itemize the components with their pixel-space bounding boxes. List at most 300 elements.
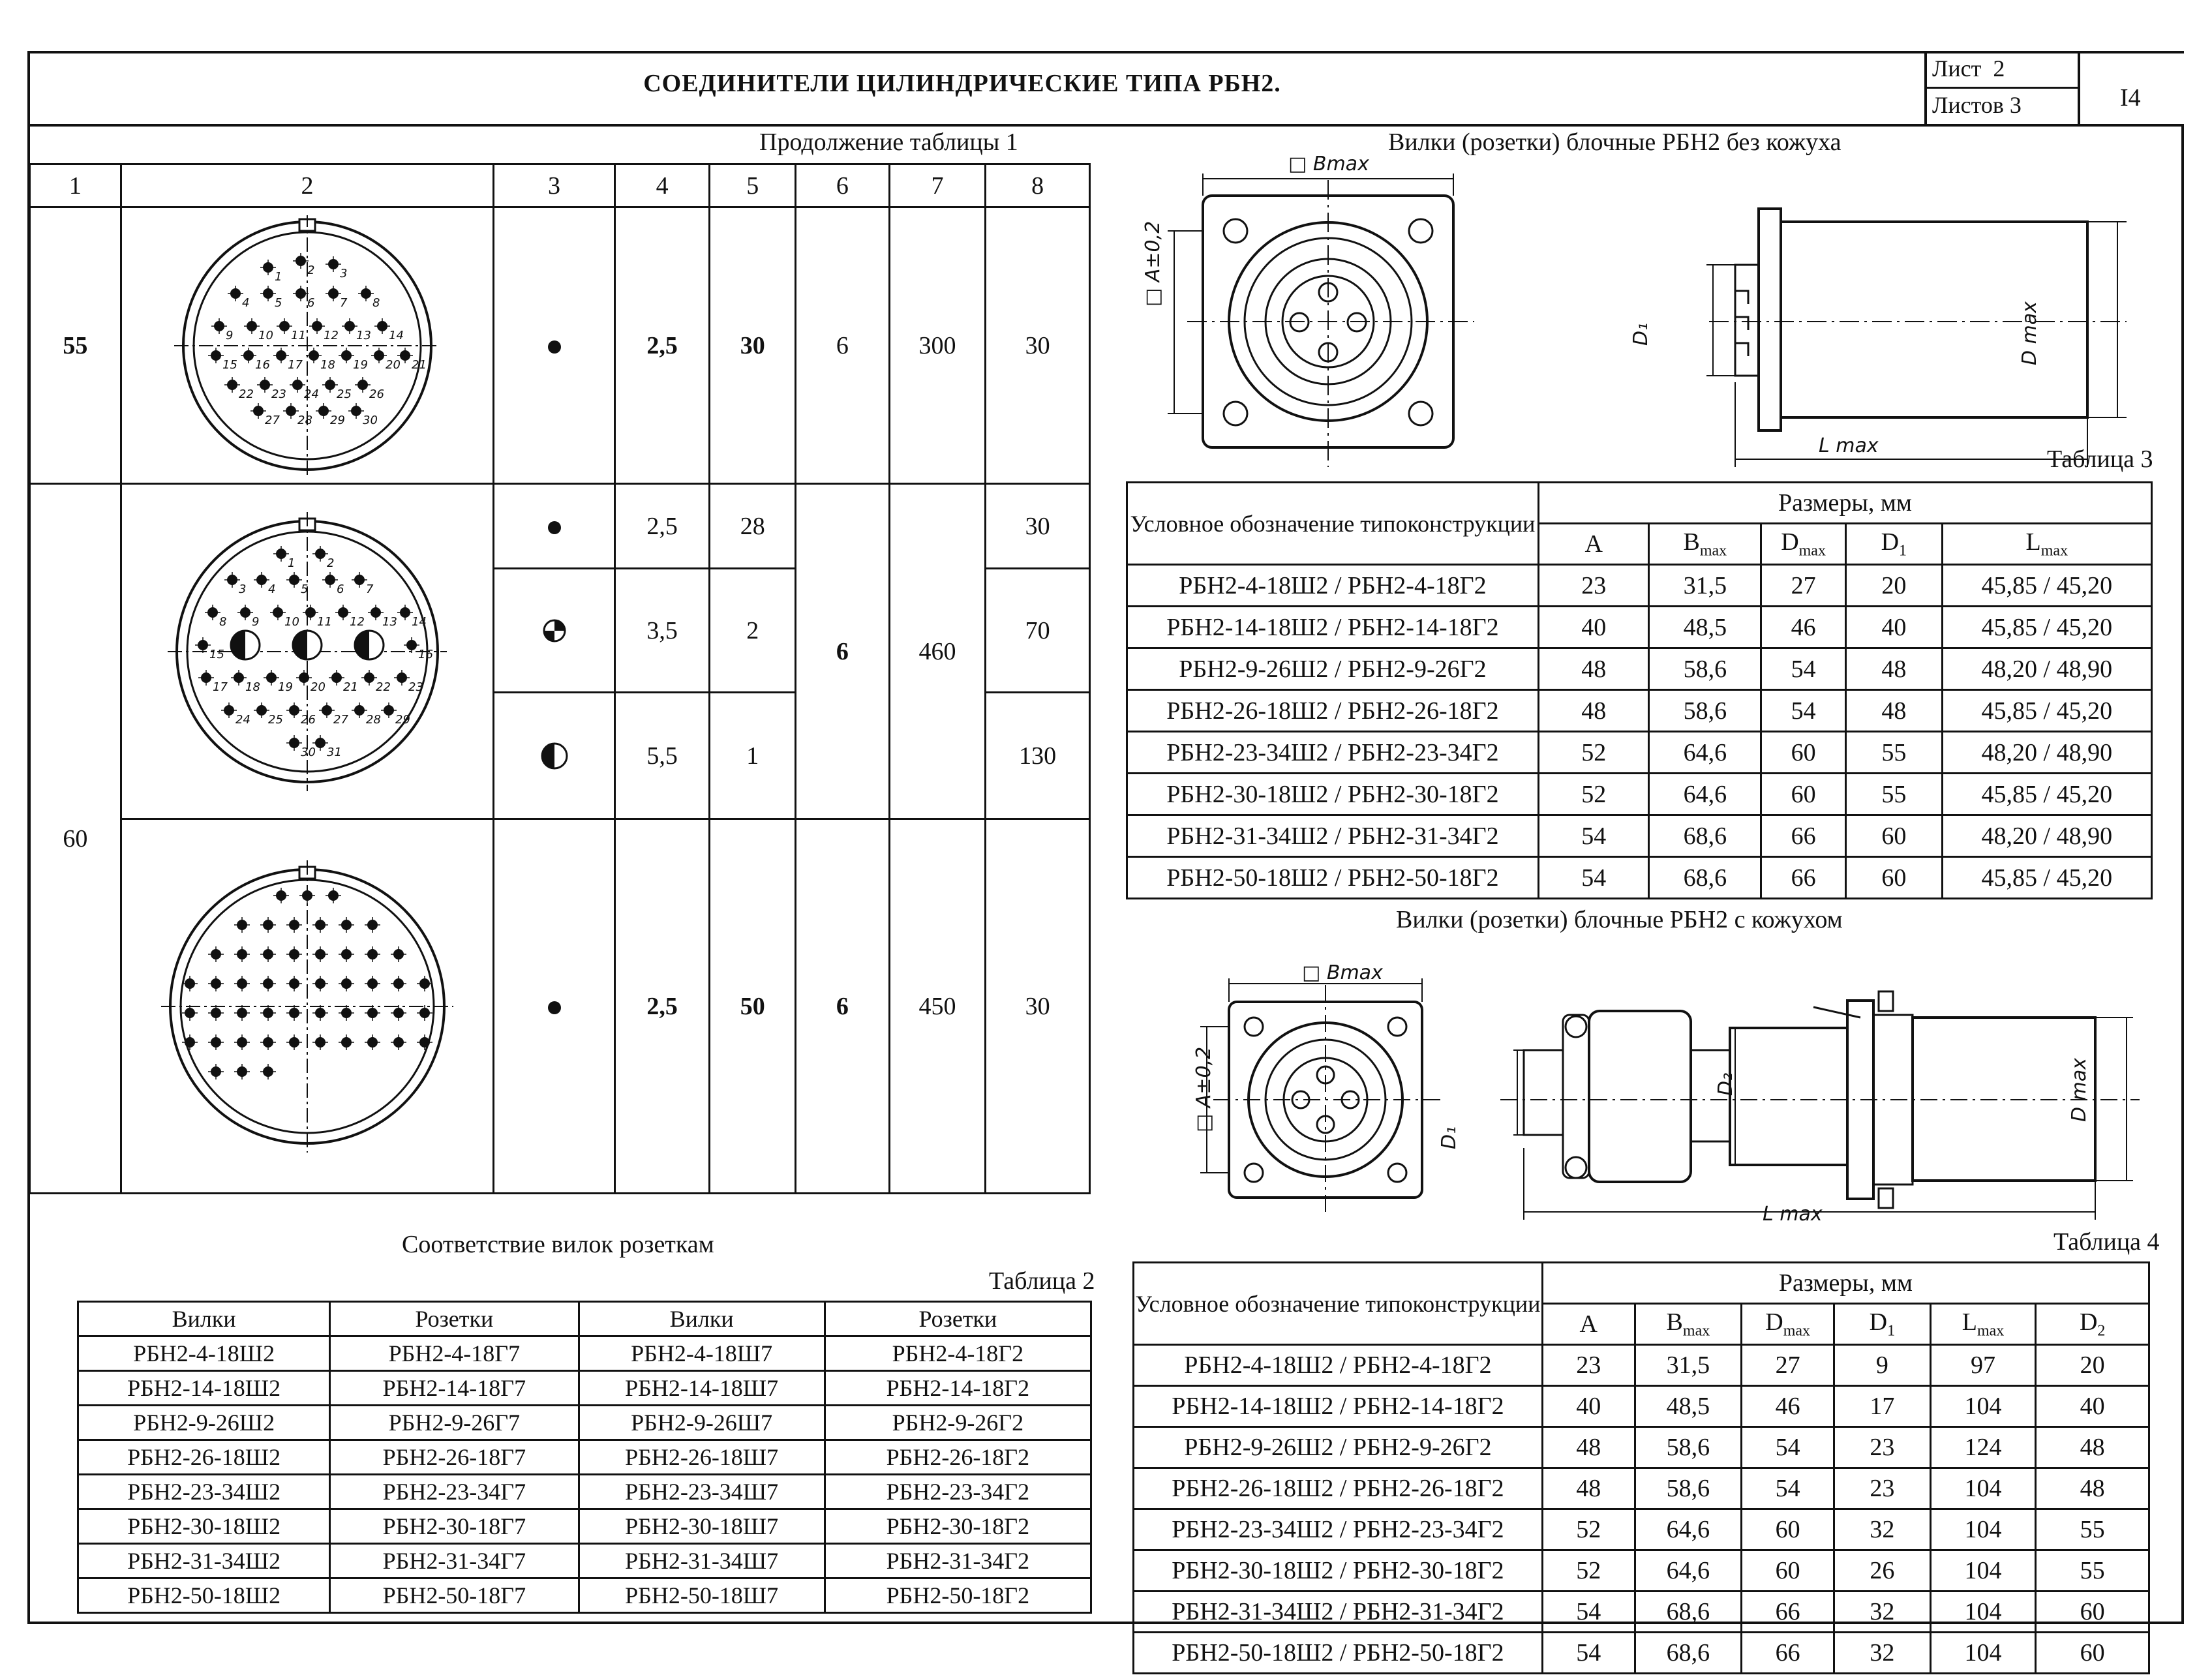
contact-number: 24 (235, 712, 250, 727)
t3-cell: 45,85 / 45,20 (1942, 607, 2151, 648)
t3-head-designation: Условное обозначение типоконструкции (1127, 483, 1539, 565)
contact-number: 30 (300, 745, 316, 759)
table-row (78, 1371, 1091, 1406)
contact-number: 1 (274, 269, 282, 284)
t4-cell: 32 (1834, 1592, 1931, 1633)
contact-symbol-quartered (541, 618, 568, 644)
contact-number: 3 (238, 582, 247, 596)
t3-col-dmax (1761, 524, 1846, 565)
t1-col-head-8: 8 (986, 164, 1090, 207)
t2-cell: РБН2-50-18Ш7 (579, 1578, 825, 1613)
t4-cell: 27 (1742, 1345, 1834, 1386)
t3-col-d-letter: D (1781, 528, 1799, 556)
t1-col-head-5: 5 (710, 164, 796, 207)
t2-cell: РБН2-31-34Ш2 (78, 1544, 330, 1578)
t2-body (78, 1336, 1091, 1613)
t3-col-b-sub: max (1699, 542, 1727, 560)
t4-cell: РБН2-14-18Ш2 / РБН2-14-18Г2 (1134, 1386, 1543, 1427)
t4-cell: 26 (1834, 1550, 1931, 1592)
t3-cell: 48 (1845, 648, 1942, 690)
fig2-dim-bmax: □ Bmax (1302, 961, 1383, 984)
t4-col-l-letter: L (1962, 1308, 1977, 1336)
contact-number: 10 (258, 328, 273, 342)
t4-col-d-letter: D (1765, 1308, 1783, 1336)
t2-cell: РБН2-50-18Г2 (825, 1578, 1091, 1613)
table-row (1127, 732, 2152, 774)
t3-cell: 54 (1538, 815, 1649, 857)
table4 (1132, 1261, 2150, 1674)
contact-number: 26 (300, 712, 316, 727)
frame-top-line (27, 51, 2184, 53)
t4-cell: 60 (1742, 1550, 1834, 1592)
fig1-dim-lmax: L max (1819, 434, 1879, 457)
t4-body (1134, 1345, 2149, 1674)
t3-cell: РБН2-14-18Ш2 / РБН2-14-18Г2 (1127, 607, 1539, 648)
t1-row-60-sub4 (30, 819, 1090, 1194)
t2-head-plugs-1: Вилки (78, 1302, 330, 1336)
contact-number: 4 (241, 295, 250, 310)
t4-cell: 104 (1930, 1633, 2036, 1674)
t3-cell: 58,6 (1649, 648, 1761, 690)
table-row (1127, 607, 2152, 648)
contact-number: 20 (385, 357, 401, 372)
contact-number: 2 (307, 263, 315, 277)
contact-number: 3 (339, 266, 348, 280)
t4-cell: 23 (1834, 1427, 1931, 1468)
t2-cell: РБН2-23-34Ш7 (579, 1475, 825, 1509)
sheet-number: 2 (1993, 55, 2005, 82)
t4-col-l-sub: max (1977, 1322, 2005, 1340)
contact-number: 4 (267, 582, 276, 596)
contact-number: 20 (310, 680, 326, 694)
t1-r60s2-c8: 70 (986, 569, 1090, 693)
t1-r55-diagram (121, 207, 494, 484)
header-bottom-line (27, 124, 2184, 127)
t3-cell: 55 (1845, 774, 1942, 815)
t3-body (1127, 565, 2152, 899)
t4-cell: РБН2-26-18Ш2 / РБН2-26-18Г2 (1134, 1468, 1543, 1509)
contact-number: 22 (238, 387, 254, 401)
t2-cell: РБН2-14-18Ш7 (579, 1371, 825, 1406)
t3-cell: 60 (1845, 857, 1942, 899)
contact-number: 22 (375, 680, 391, 694)
t3-cell: 60 (1761, 774, 1846, 815)
t2-cell: РБН2-30-18Г2 (825, 1509, 1091, 1544)
t3-cell: 66 (1761, 815, 1846, 857)
t3-col-lmax (1942, 524, 2151, 565)
t2-cell: РБН2-31-34Г7 (330, 1544, 579, 1578)
contact-number: 26 (369, 387, 384, 401)
contact-number: 29 (329, 413, 345, 427)
t4-cell: 64,6 (1635, 1550, 1742, 1592)
t4-cell: 60 (1742, 1509, 1834, 1550)
table-row (78, 1509, 1091, 1544)
t3-cell: 58,6 (1649, 690, 1761, 732)
t1-r60s2-c5: 2 (710, 569, 796, 693)
table-row (78, 1578, 1091, 1613)
t4-cell: 104 (1930, 1468, 2036, 1509)
t2-cell: РБН2-4-18Г2 (825, 1336, 1091, 1371)
t1-r55-c5: 30 (710, 207, 796, 484)
t4-col-b-sub: max (1682, 1322, 1710, 1340)
t1-r60-c7: 460 (889, 484, 986, 819)
t2-cell: РБН2-4-18Ш7 (579, 1336, 825, 1371)
t2-head-plugs-2: Вилки (579, 1302, 825, 1336)
table-row (1127, 774, 2152, 815)
contact-number: 24 (303, 387, 319, 401)
table2-label: Таблица 2 (989, 1267, 1095, 1295)
t2-cell: РБН2-23-34Г7 (330, 1475, 579, 1509)
t3-col-a: A (1538, 524, 1649, 565)
contact-number: 13 (382, 614, 397, 629)
contact-number: 6 (336, 582, 344, 596)
t2-cell: РБН2-4-18Ш2 (78, 1336, 330, 1371)
t3-cell: 40 (1845, 607, 1942, 648)
t4-col-d1 (1834, 1304, 1931, 1345)
t4-cell: 23 (1834, 1468, 1931, 1509)
fig1-dim-a: □ A±0,2 (1142, 220, 1164, 307)
t3-cell: РБН2-9-26Ш2 / РБН2-9-26Г2 (1127, 648, 1539, 690)
contact-number: 9 (251, 614, 260, 629)
contact-number: 5 (274, 295, 282, 310)
t1-col-head-3: 3 (494, 164, 615, 207)
t3-col-d1-letter: D (1881, 528, 1900, 556)
t4-cell: 52 (1542, 1550, 1635, 1592)
frame-right-line (2181, 124, 2184, 1624)
fig1-dim-dmax: D max (2018, 301, 2041, 365)
contact-number: 11 (290, 328, 306, 342)
t3-cell: 20 (1845, 565, 1942, 607)
t4-cell: 64,6 (1635, 1509, 1742, 1550)
contact-number: 2 (326, 556, 335, 570)
contact-number: 15 (222, 357, 237, 372)
contact-symbol-dot (548, 340, 561, 354)
t4-cell: 31,5 (1635, 1345, 1742, 1386)
table-row (1134, 1468, 2149, 1509)
t1-r60-diagram (121, 484, 494, 819)
t4-col-dmax (1742, 1304, 1834, 1345)
contact-number: 1 (287, 556, 295, 570)
t1-col-head-1: 1 (30, 164, 121, 207)
t2-cell: РБН2-9-26Ш7 (579, 1406, 825, 1440)
t3-cell: 46 (1761, 607, 1846, 648)
fig1-dim-bmax: □ Bmax (1288, 153, 1369, 175)
t4-cell: РБН2-9-26Ш2 / РБН2-9-26Г2 (1134, 1427, 1543, 1468)
t1-row-60-sub1 (30, 484, 1090, 569)
table-row (1134, 1509, 2149, 1550)
table-row (78, 1475, 1091, 1509)
contact-number: 18 (320, 357, 335, 372)
t2-cell: РБН2-30-18Ш2 (78, 1509, 330, 1544)
table-row (1134, 1550, 2149, 1592)
contact-number: 7 (365, 582, 374, 596)
t3-cell: 48 (1538, 648, 1649, 690)
t4-cell: 40 (2036, 1386, 2149, 1427)
t4-cell: 66 (1742, 1592, 1834, 1633)
contact-number: 17 (287, 357, 303, 372)
t4-cell: 54 (1542, 1592, 1635, 1633)
t3-cell: 45,85 / 45,20 (1942, 774, 2151, 815)
contact-number: 17 (212, 680, 228, 694)
t2-cell: РБН2-9-26Г2 (825, 1406, 1091, 1440)
table-row (78, 1544, 1091, 1578)
contact-number: 19 (277, 680, 293, 694)
t1-col-head-2: 2 (121, 164, 494, 207)
t3-col-b-letter: B (1683, 528, 1700, 556)
t4-cell: 58,6 (1635, 1468, 1742, 1509)
t3-cell: 68,6 (1649, 815, 1761, 857)
contact-number: 25 (267, 712, 283, 727)
t4-cell: РБН2-31-34Ш2 / РБН2-31-34Г2 (1134, 1592, 1543, 1633)
table4-label: Таблица 4 (2053, 1228, 2160, 1256)
t3-cell: РБН2-23-34Ш2 / РБН2-23-34Г2 (1127, 732, 1539, 774)
t2-cell: РБН2-23-34Ш2 (78, 1475, 330, 1509)
t4-cell: 60 (2036, 1633, 2149, 1674)
fig2-dim-a: □ A±0,2 (1192, 1046, 1215, 1132)
contact-symbol-half (539, 741, 569, 771)
t4-cell: 48 (2036, 1468, 2149, 1509)
t4-col-d2 (2036, 1304, 2149, 1345)
t4-cell: 104 (1930, 1386, 2036, 1427)
t4-col-lmax (1930, 1304, 2036, 1345)
t1-r60s3-c4: 5,5 (614, 693, 710, 819)
table1-caption: Продолжение таблицы 1 (759, 128, 1018, 156)
table-row (1127, 648, 2152, 690)
contact-number: 23 (408, 680, 423, 694)
t3-col-l-letter: L (2025, 528, 2041, 556)
t3-cell: РБН2-26-18Ш2 / РБН2-26-18Г2 (1127, 690, 1539, 732)
t4-head-sizes: Размеры, мм (1542, 1263, 2149, 1304)
t1-r55-c1: 55 (30, 207, 121, 484)
t1-r60s2-c3 (494, 569, 615, 693)
t2-cell: РБН2-50-18Г7 (330, 1578, 579, 1613)
fig2-dim-d2: D₂ (1714, 1072, 1737, 1096)
t3-col-d1 (1845, 524, 1942, 565)
t3-cell: 45,85 / 45,20 (1942, 857, 2151, 899)
t4-cell: 66 (1742, 1633, 1834, 1674)
t1-r55-c8: 30 (986, 207, 1090, 484)
fig2-drawing (1174, 952, 2179, 1226)
fig1-drawing (1148, 154, 2166, 480)
t4-cell: 40 (1542, 1386, 1635, 1427)
contact-number: 16 (254, 357, 270, 372)
t2-cell: РБН2-9-26Г7 (330, 1406, 579, 1440)
t2-cell: РБН2-14-18Г2 (825, 1371, 1091, 1406)
t1-r60s1-c4: 2,5 (614, 484, 710, 569)
contact-number: 30 (362, 413, 378, 427)
t1-r60s4-diagram (121, 819, 494, 1194)
t3-cell: 23 (1538, 565, 1649, 607)
contact-number: 5 (300, 582, 309, 596)
t2-cell: РБН2-9-26Ш2 (78, 1406, 330, 1440)
t4-cell: 48 (1542, 1427, 1635, 1468)
contact-number: 28 (365, 712, 381, 727)
t1-r60s4-c7: 450 (889, 819, 986, 1194)
power-contact-fill (231, 631, 245, 659)
t4-col-d-sub: max (1783, 1322, 1811, 1340)
contact-number: 13 (356, 328, 371, 342)
t2-cell: РБН2-30-18Ш7 (579, 1509, 825, 1544)
t4-cell: 97 (1930, 1345, 2036, 1386)
t4-cell: 9 (1834, 1345, 1931, 1386)
t4-col-d2-letter: D (2079, 1308, 2098, 1336)
contact-number: 11 (316, 614, 332, 629)
fig1-dim-d1: D₁ (1629, 322, 1652, 346)
contact-number: 29 (395, 712, 410, 727)
t4-col-d1-sub: 1 (1887, 1322, 1896, 1340)
t2-cell: РБН2-26-18Г2 (825, 1440, 1091, 1475)
contact-number: 6 (307, 295, 315, 310)
t1-r60s1-c8: 30 (986, 484, 1090, 569)
t3-col-d1-sub: 1 (1899, 542, 1907, 560)
page-number: I4 (2120, 84, 2141, 112)
t4-cell: 104 (1930, 1550, 2036, 1592)
t2-head-sockets-2: Розетки (825, 1302, 1091, 1336)
table-row (1127, 857, 2152, 899)
t4-cell: 17 (1834, 1386, 1931, 1427)
t1-r60s2-c4: 3,5 (614, 569, 710, 693)
t3-cell: 55 (1845, 732, 1942, 774)
table-row (1127, 690, 2152, 732)
t3-col-l-sub: max (2040, 542, 2068, 560)
contact-number: 15 (209, 647, 224, 661)
t1-r60s1-c3 (494, 484, 615, 569)
t4-cell: 20 (2036, 1345, 2149, 1386)
t3-cell: 54 (1538, 857, 1649, 899)
table3 (1126, 481, 2153, 899)
t4-col-bmax (1635, 1304, 1742, 1345)
t4-cell: 32 (1834, 1633, 1931, 1674)
t2-cell: РБН2-23-34Г2 (825, 1475, 1091, 1509)
contact-symbol-dot (548, 1001, 561, 1014)
t2-cell: РБН2-4-18Г7 (330, 1336, 579, 1371)
t4-cell: РБН2-50-18Ш2 / РБН2-50-18Г2 (1134, 1633, 1543, 1674)
table-row (1127, 565, 2152, 607)
t3-cell: 48,5 (1649, 607, 1761, 648)
power-contact-fill (355, 631, 369, 659)
t3-cell: 27 (1761, 565, 1846, 607)
t4-cell: 68,6 (1635, 1592, 1742, 1633)
t1-r60-c6: 6 (796, 484, 890, 819)
table2-caption: Соответствие вилок розеткам (402, 1231, 714, 1258)
t3-cell: 45,85 / 45,20 (1942, 565, 2151, 607)
table-row (1134, 1345, 2149, 1386)
table-row (78, 1440, 1091, 1475)
t4-cell: 58,6 (1635, 1427, 1742, 1468)
t2-cell: РБН2-31-34Г2 (825, 1544, 1091, 1578)
t4-head-designation: Условное обозначение типоконструкции (1134, 1263, 1543, 1345)
table-row (1134, 1386, 2149, 1427)
t4-cell: 124 (1930, 1427, 2036, 1468)
t3-cell: 48,20 / 48,90 (1942, 648, 2151, 690)
table-row (78, 1336, 1091, 1371)
contact-number: 19 (352, 357, 368, 372)
t1-r55-c6: 6 (796, 207, 890, 484)
t1-r55-c7: 300 (889, 207, 986, 484)
t3-cell: РБН2-4-18Ш2 / РБН2-4-18Г2 (1127, 565, 1539, 607)
t3-cell: 48,20 / 48,90 (1942, 732, 2151, 774)
t2-cell: РБН2-31-34Ш7 (579, 1544, 825, 1578)
t1-r60s4-c8: 30 (986, 819, 1090, 1194)
t4-cell: 23 (1542, 1345, 1635, 1386)
contact-symbol-dot (548, 521, 561, 534)
table3-label: Таблица 3 (2047, 445, 2153, 473)
t4-cell: 48,5 (1635, 1386, 1742, 1427)
t1-r55-c4: 2,5 (614, 207, 710, 484)
table-row (1134, 1592, 2149, 1633)
t3-cell: 31,5 (1649, 565, 1761, 607)
t4-cell: 68,6 (1635, 1633, 1742, 1674)
contact-number: 12 (349, 614, 365, 629)
table-row (78, 1406, 1091, 1440)
contact-number: 10 (284, 614, 299, 629)
t4-cell: 54 (1742, 1468, 1834, 1509)
connector-face-60a-diagram (164, 502, 451, 802)
fig2-title: Вилки (розетки) блочные РБН2 с кожухом (1396, 906, 1843, 933)
t4-cell: 46 (1742, 1386, 1834, 1427)
t2-cell: РБН2-26-18Ш2 (78, 1440, 330, 1475)
connector-face-60b-diagram (157, 856, 457, 1156)
sheets-cell (1932, 91, 2022, 119)
t3-cell: 52 (1538, 732, 1649, 774)
t3-cell: 68,6 (1649, 857, 1761, 899)
t4-col-d2-sub: 2 (2097, 1322, 2106, 1340)
t1-r55-c3 (494, 207, 615, 484)
contact-number: 21 (342, 680, 358, 694)
t3-cell: 66 (1761, 857, 1846, 899)
t3-cell: 52 (1538, 774, 1649, 815)
t3-cell: 60 (1845, 815, 1942, 857)
t1-r60s4-c5: 50 (710, 819, 796, 1194)
t2-cell: РБН2-14-18Г7 (330, 1371, 579, 1406)
t4-col-a: A (1542, 1304, 1635, 1345)
t2-cell: РБН2-30-18Г7 (330, 1509, 579, 1544)
t3-cell: 40 (1538, 607, 1649, 648)
t4-col-d1-letter: D (1869, 1308, 1888, 1336)
table1 (29, 163, 1091, 1194)
t3-cell: 48 (1845, 690, 1942, 732)
t4-cell: 52 (1542, 1509, 1635, 1550)
t4-cell: 48 (2036, 1427, 2149, 1468)
connector-face-55-diagram (164, 215, 451, 476)
sheets-number: 3 (2009, 92, 2022, 118)
t1-col-head-4: 4 (614, 164, 710, 207)
table-row (1134, 1427, 2149, 1468)
t4-cell: 104 (1930, 1509, 2036, 1550)
table-row (1134, 1633, 2149, 1674)
t1-r60s3-c5: 1 (710, 693, 796, 819)
sheets-label: Листов (1932, 92, 2004, 118)
t2-cell: РБН2-26-18Ш7 (579, 1440, 825, 1475)
contact-number: 8 (372, 295, 380, 310)
t3-cell: 64,6 (1649, 732, 1761, 774)
t2-cell: РБН2-14-18Ш2 (78, 1371, 330, 1406)
t3-cell: 60 (1761, 732, 1846, 774)
t4-cell: РБН2-23-34Ш2 / РБН2-23-34Г2 (1134, 1509, 1543, 1550)
t4-cell: 104 (1930, 1592, 2036, 1633)
sheet-cell (1932, 55, 2005, 82)
t2-cell: РБН2-50-18Ш2 (78, 1578, 330, 1613)
t1-r60s1-c5: 28 (710, 484, 796, 569)
contact-number: 14 (411, 614, 427, 629)
t1-row-55 (30, 207, 1090, 484)
t2-head-sockets-1: Розетки (330, 1302, 579, 1336)
contact-number: 27 (333, 712, 348, 727)
t4-cell: РБН2-4-18Ш2 / РБН2-4-18Г2 (1134, 1345, 1543, 1386)
t4-cell: 55 (2036, 1550, 2149, 1592)
contact-number: 18 (245, 680, 260, 694)
t3-head-sizes: Размеры, мм (1538, 483, 2151, 524)
